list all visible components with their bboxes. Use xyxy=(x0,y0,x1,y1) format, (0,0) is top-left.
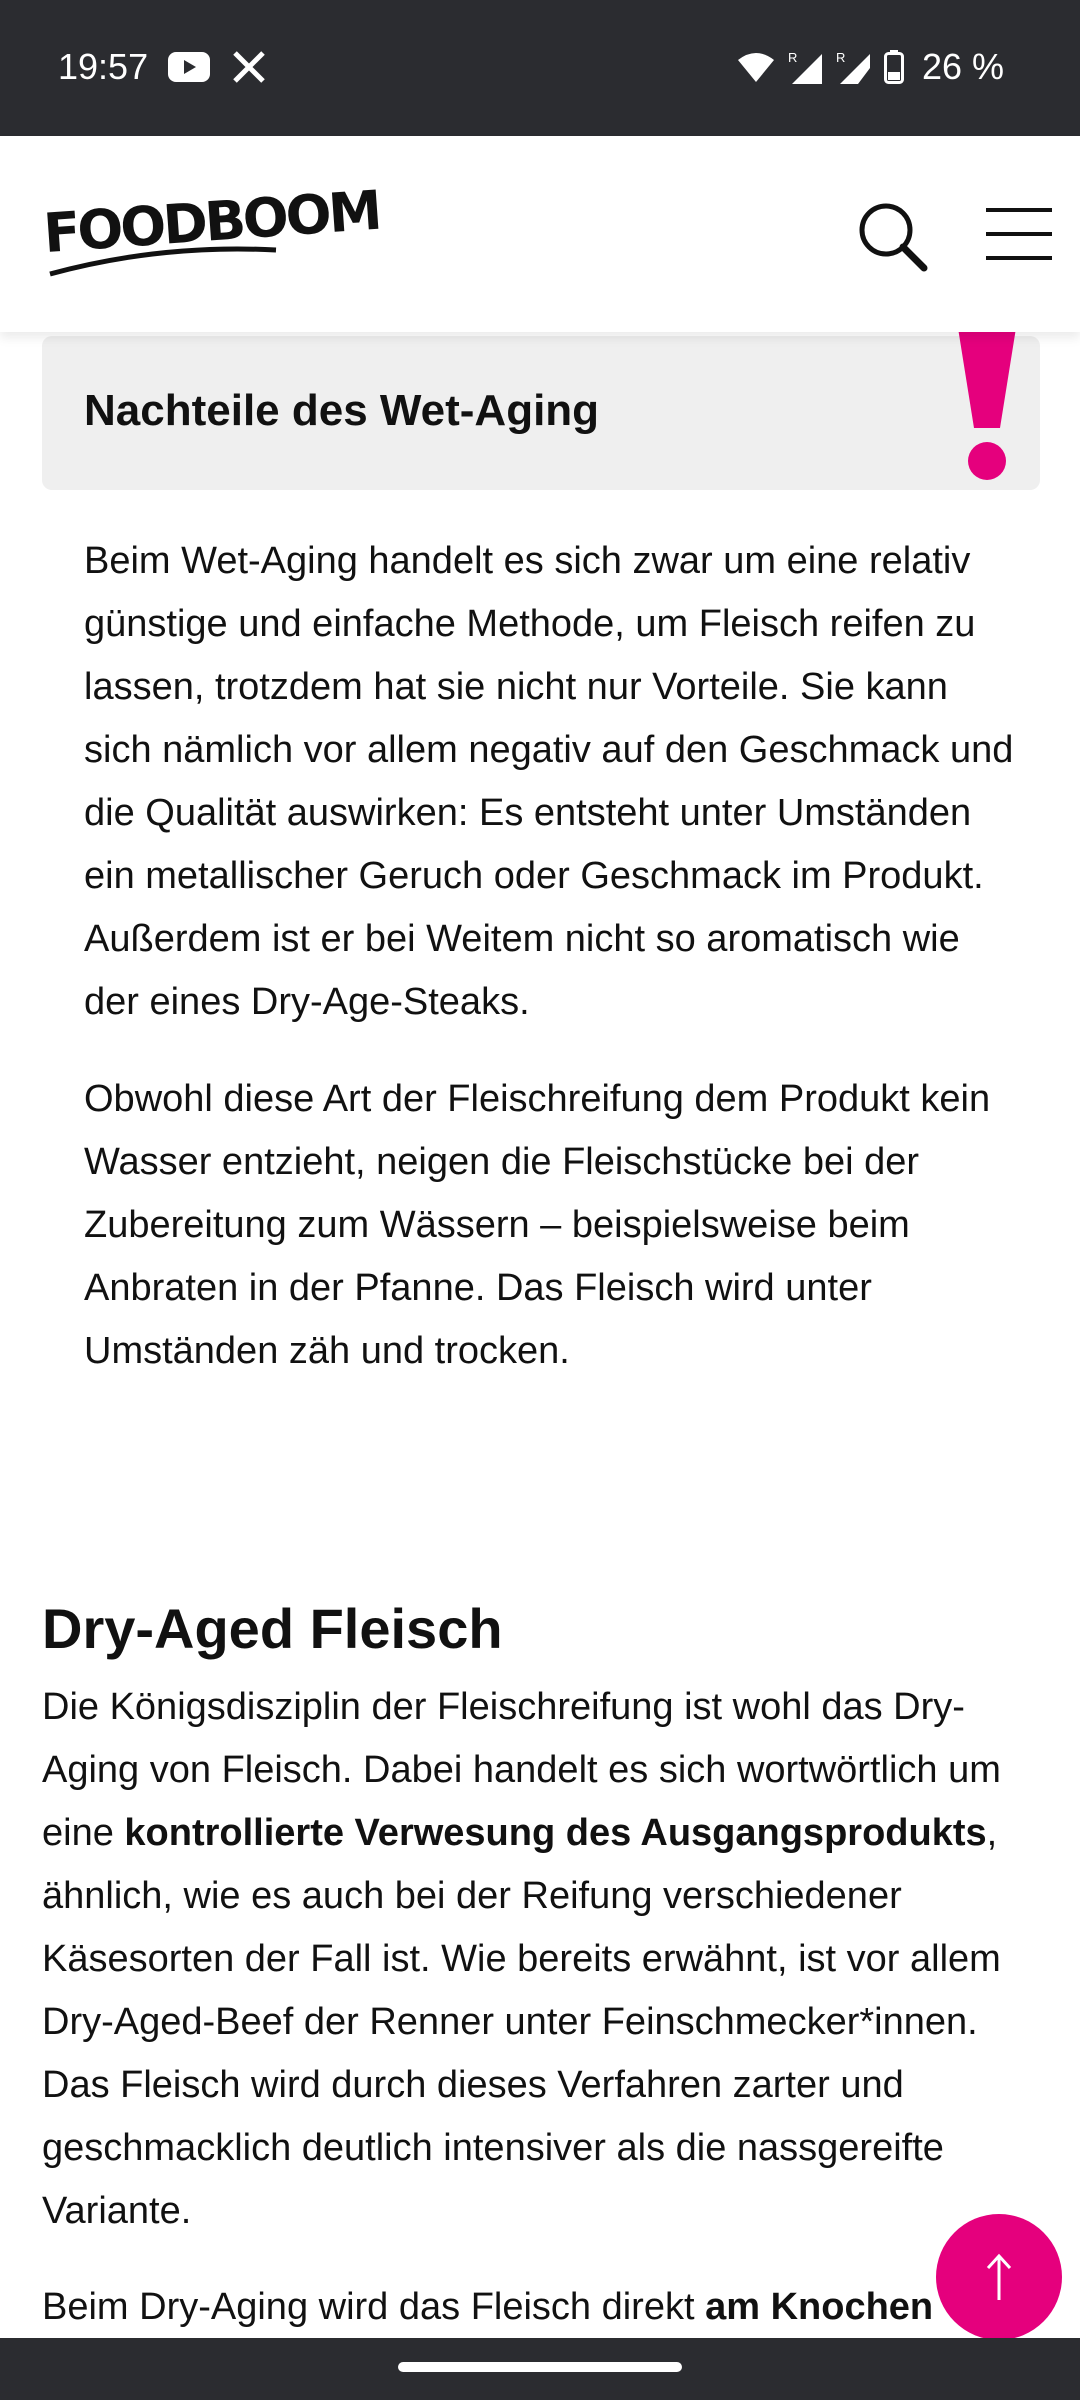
signal-icon xyxy=(836,50,872,84)
paragraph-text: Beim Dry-Aging wird das Fleisch direkt xyxy=(42,2286,706,2328)
battery-icon xyxy=(884,50,904,84)
paragraph-dry-aging-intro xyxy=(42,1676,1042,2243)
section-heading: Dry-Aged Fleisch xyxy=(42,1597,503,1660)
bold-text: am Knochen xyxy=(705,2286,934,2328)
status-time: 19:57 xyxy=(58,46,149,87)
site-header xyxy=(0,136,1080,332)
home-gesture-handle[interactable] xyxy=(398,2362,682,2372)
x-icon xyxy=(232,50,266,84)
youtube-icon xyxy=(168,52,210,82)
wifi-icon xyxy=(736,50,776,84)
paragraph-dry-aging-bone xyxy=(42,2276,1042,2339)
exclamation-icon xyxy=(952,328,1022,488)
search-icon[interactable] xyxy=(856,200,928,272)
logo-graphic xyxy=(40,174,382,294)
menu-icon[interactable] xyxy=(986,206,1052,262)
foodboom-logo[interactable] xyxy=(40,174,382,299)
paragraph-text: , ähnlich, wie es auch bei der Reifung verschiedener Käsesorten der Fall ist. Wie bereits erwähnt, ist vor allem Dry-Aged-Beef der Renner unter Feinschmecker*innen. Das Fleisch wird durch dieses Verfahren zarter und geschmacklich deutlich intensiver als die nassgereifte Variante. xyxy=(42,1812,1001,2232)
battery-percentage: 26 % xyxy=(921,46,1004,87)
svg-text:FOODBOOM: FOODBOOM xyxy=(41,178,382,266)
scroll-to-top-button[interactable] xyxy=(936,2214,1062,2340)
callout-box xyxy=(42,336,1040,490)
signal-icon xyxy=(788,50,824,84)
paragraph-text: Die Königsdisziplin der Fleischreifung ist wohl das Dry-Aging von Fleisch. Dabei handelt es sich wortwörtlich um eine xyxy=(42,1686,1001,1854)
svg-text:R: R xyxy=(787,50,798,65)
bold-text: kontrollierte Verwesung des Ausgangsprodukts xyxy=(124,1812,987,1854)
system-navigation-bar xyxy=(0,2338,1080,2400)
status-bar xyxy=(0,0,1080,136)
arrow-up-icon xyxy=(984,2252,1014,2302)
callout-title: Nachteile des Wet-Aging xyxy=(84,386,600,435)
paragraph-wet-aging-drawbacks: Beim Wet-Aging handelt es sich zwar um eine relativ günstige und einfache Methode, um Fleisch reifen zu lassen, trotzdem hat sie nicht nur Vorteile. Sie kann sich nämlich vor allem negativ auf den Geschmack und die Qualität auswirken: Es entsteht unter Umständen ein metallischer Geruch oder Geschmack im Produkt. Außerdem ist er bei Weitem nicht so aromatisch wie der eines Dry-Age-Steaks. xyxy=(84,540,1014,1023)
paragraph-wet-aging-water: Obwohl diese Art der Fleischreifung dem Produkt kein Wasser entzieht, neigen die Fleischstücke bei der Zubereitung zum Wässern – beispielsweise beim Anbraten in der Pfanne. Das Fleisch wird unter Umständen zäh und trocken. xyxy=(84,1078,991,1372)
svg-text:R: R xyxy=(835,50,846,65)
